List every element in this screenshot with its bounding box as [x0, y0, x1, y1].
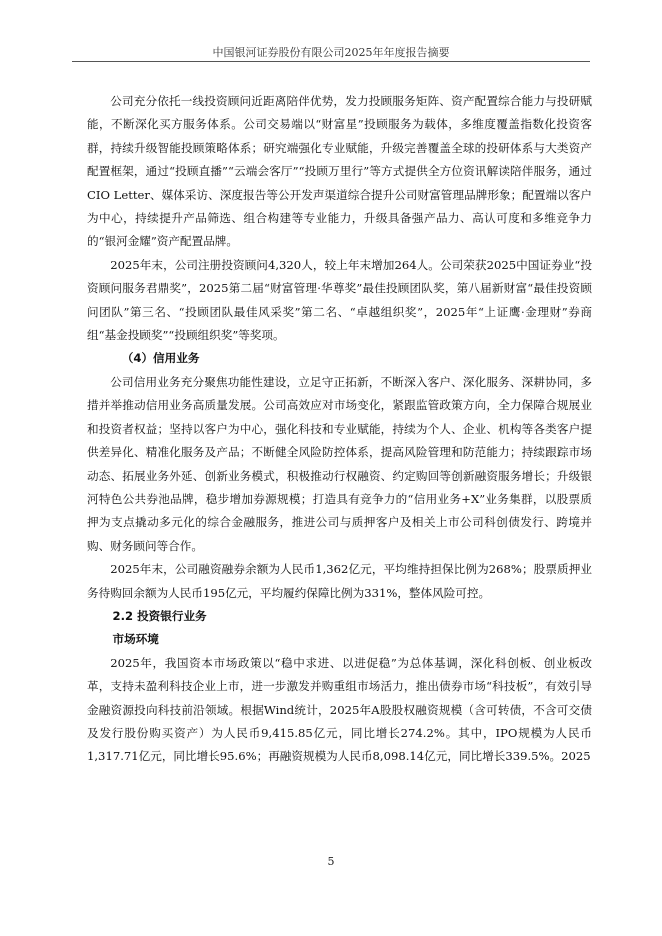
paragraph-market-environment: 2025年，我国资本市场政策以“稳中求进、以进促稳”为总体基调，深化科创板、创业板改革，支持未盈利科技企业上市，进一步激发并购重组市场活力，推出债券市场“科技板”，有效引导金融资源投向科技前沿领域。根据Wind统计，2025年A股股权融资规模（含可转债，不含可交债及发行股份购买资产）为人民币9,415.85亿元，同比增长274.2%。其中，IPO规模为人民币1,317.71亿元，同比增长95.6%；再融资规模为人民币8,098.14亿元，同比增长339.5%。2025 — [87, 655, 592, 764]
heading-market-environment: 市场环境 — [112, 632, 159, 647]
header-divider — [72, 61, 590, 62]
paragraph-investment-advisory: 公司充分依托一线投资顾问近距离陪伴优势，发力投顾服务矩阵、资产配置综合能力与投研赋能，不断深化买方服务体系。公司交易端以“财富星”投顾服务为载体，多维度覆盖指数化投资客群，持续升级智能投顾策略体系；研究端强化专业赋能，升级完善覆盖全球的投研体系与大类资产配置框架，通过“投顾直播”“云端会客厅”“投顾万里行”等方式提供全方位资讯解读陪伴服务，通过CIO Letter、媒体采访、深度报告等公开发声渠道综合提升公司财富管理品牌形象；配置端以客户为中心，持续提升产品筛选、组合构建等专业能力，升级具备强产品力、高认可度和多维竞争力的“银河金耀”资产配置品牌。 — [87, 94, 592, 249]
paragraph-credit-business: 公司信用业务充分聚焦功能性建设，立足守正拓新，不断深入客户、深化服务、深耕协同，多措并举推动信用业务高质量发展。公司高效应对市场变化，紧跟监管政策方向，全力保障合规展业和投资者权益；坚持以客户为中心，强化科技和专业赋能，持续为个人、企业、机构等各类客户提供差异化、精准化服务及产品；不断健全风险防控体系，提高风险管理和防范能力；持续跟踪市场动态、拓展业务外延、创新业务模式，积极推动行权融资、约定购回等创新融资服务增长；升级银河特色公共券池品牌，稳步增加券源规模；打造具有竞争力的“信用业务+X”业务集群，以股票质押为支点撬动多元化的综合金融服务，推进公司与质押客户及相关上市公司科创债发行、跨境并购、财务顾问等合作。 — [87, 374, 592, 553]
running-header: 中国银河证券股份有限公司2025年年度报告摘要 — [212, 46, 450, 59]
page-number: 5 — [327, 855, 335, 868]
paragraph-advisor-awards: 2025年末，公司注册投资顾问4,320人，较上年末增加264人。公司荣获2025中国证券业“投资顾问服务君鼎奖”，2025第二届“财富管理·华尊奖”最佳投顾团队奖，第八届新财富“最佳投资顾问团队”第三名、“投顾团队最佳风采奖”第二名、“卓越组织奖”，2025年“上证鹰·金理财”券商组“基金投顾奖”“投顾组织奖”等奖项。 — [87, 257, 592, 343]
heading-credit-business: （4）信用业务 — [121, 351, 200, 366]
paragraph-margin-balance: 2025年末，公司融资融券余额为人民币1,362亿元，平均维持担保比例为268%；股票质押业务待购回余额为人民币195亿元，平均履约保障比例为331%，整体风险可控。 — [87, 562, 592, 600]
report-body — [87, 90, 592, 769]
heading-investment-banking: 2.2 投资银行业务 — [112, 608, 207, 623]
